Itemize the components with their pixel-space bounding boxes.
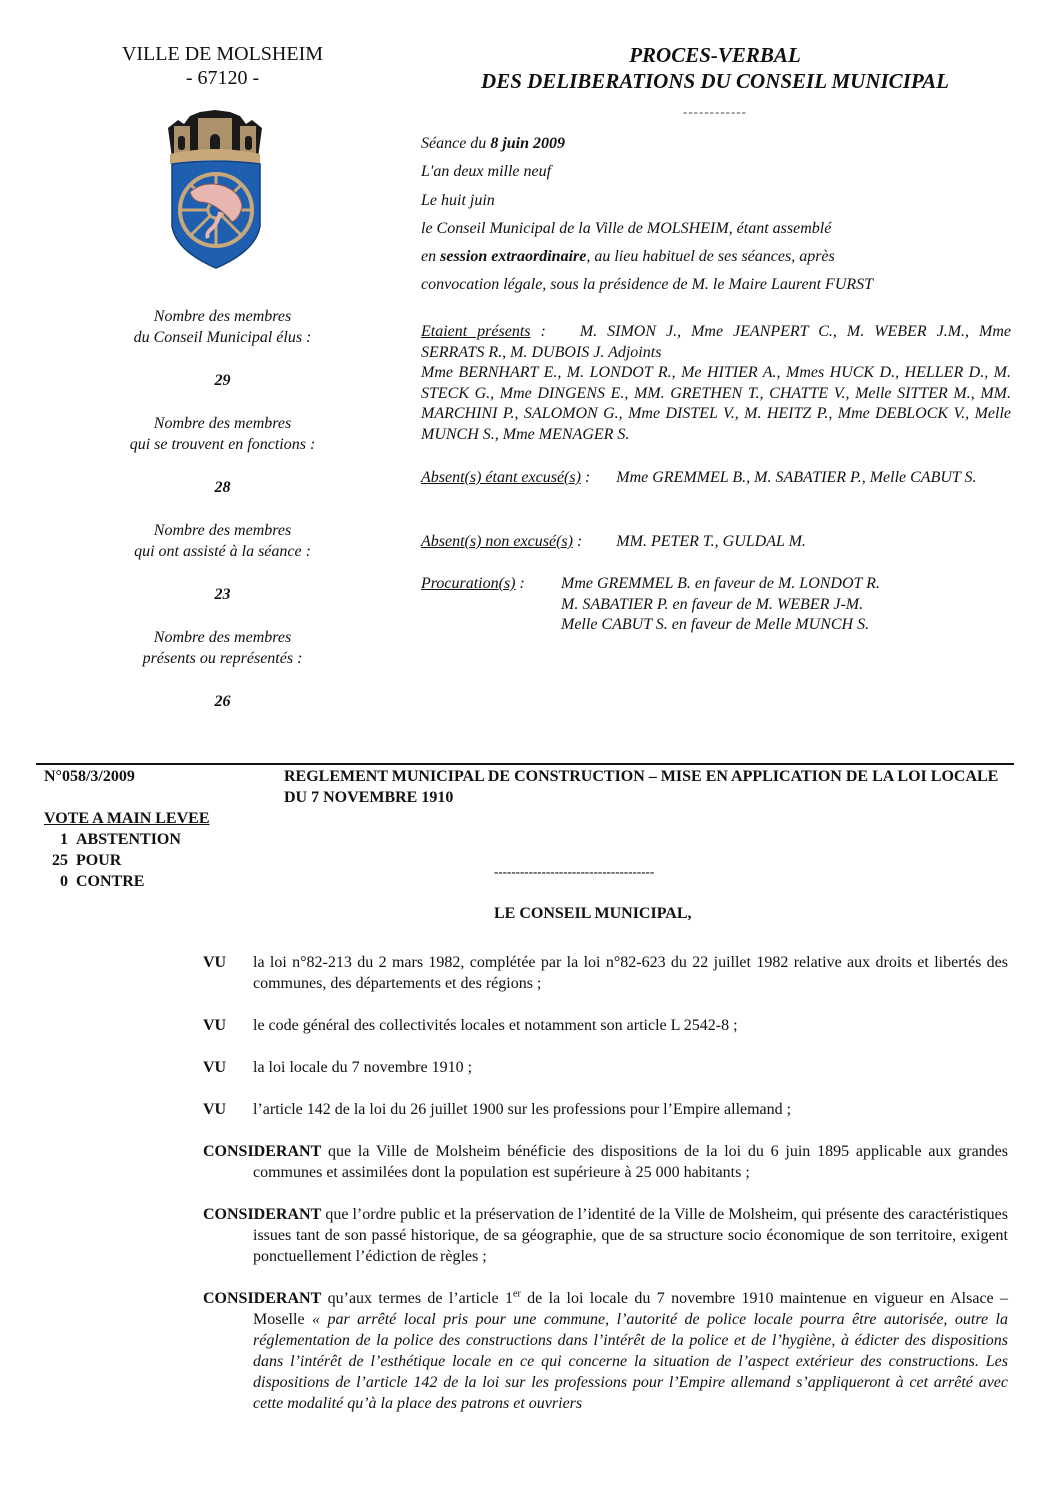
considerant-text: de la loi locale du 7 novembre 1910 maintenue en vigueur en Alsace – Moselle — [253, 1290, 1009, 1328]
vote-count: 25 — [52, 852, 68, 869]
considerant-text: que la Ville de Molsheim bénéficie des dispositions de la loi du 6 juin 1895 applicable aux grandes communes et assimilées dont la population est supérieure à 25 000 habitants ; — [253, 1143, 1008, 1181]
molsheim-coat-of-arms-icon — [160, 106, 270, 271]
city-postcode: - 67120 - — [185, 67, 260, 89]
vu-clause — [203, 1099, 1008, 1120]
present-members — [421, 322, 1011, 446]
ordinal-superscript: er — [513, 1288, 521, 1300]
council-heading: LE CONSEIL MUNICIPAL, — [494, 905, 692, 922]
unexcused-absent — [421, 532, 1011, 553]
stat-label: qui ont assisté à la séance : — [134, 543, 311, 560]
vote-row-contre — [44, 871, 210, 892]
vu-key: VU — [203, 1101, 227, 1118]
label-sep: : — [580, 469, 591, 486]
stat-value: 23 — [214, 586, 231, 603]
session-prefix: Séance du — [421, 135, 491, 152]
present-label: Etaient présents — [421, 323, 531, 340]
considerant-key: CONSIDERANT — [203, 1143, 322, 1160]
stat-label: Nombre des membres — [153, 308, 292, 325]
vu-clause — [203, 1057, 1008, 1078]
unexcused-label: Absent(s) non excusé(s) — [421, 533, 573, 550]
vote-label: CONTRE — [76, 873, 145, 890]
present-adjoints: M. SIMON J., Mme JEANPERT C., M. WEBER J.M., Mme SERRATS R., M. DUBOIS J. Adjoints — [421, 323, 1011, 361]
vu-clause — [203, 1015, 1008, 1036]
header-separator: ------------ — [683, 104, 747, 119]
city-name: VILLE DE MOLSHEIM — [121, 43, 324, 65]
stat-value: 29 — [214, 372, 231, 389]
considerant-key: CONSIDERANT — [203, 1290, 322, 1307]
vote-count: 0 — [60, 873, 68, 890]
vu-text: la loi locale du 7 novembre 1910 ; — [253, 1059, 473, 1076]
session-type: session extraordinaire — [440, 248, 587, 266]
city-header — [60, 42, 385, 90]
vu-key: VU — [203, 954, 227, 971]
proxy-label: Procuration(s) — [421, 575, 516, 592]
stat-elected — [60, 306, 385, 391]
considerant-clause — [203, 1141, 1008, 1183]
proxy-item: Melle CABUT S. en faveur de Melle MUNCH S. — [561, 616, 870, 634]
considerant-quote: « par arrêté local pris pour une commune, l’autorité de police locale pourra être autorisée, outre la réglementation de la police des constructions dans l’intérêt de la police et de l’hygiène, à édicter des dispositions dans l’intérêt de l’esthétique locale en ce qui concerne la situation de l’aspect extérieur des constructions. Les dispositions de l’article 142 de la loi sur les professions pour l’Empire allemand s’appliqueront à cet arrêté avec cette modalité qu’à la place des patrons et ouvriers — [253, 1311, 1008, 1412]
stat-label: qui se trouvent en fonctions : — [129, 436, 316, 453]
member-stats — [60, 306, 385, 734]
vu-key: VU — [203, 1017, 227, 1034]
stat-label: présents ou représentés : — [142, 650, 303, 667]
excused-absent — [421, 468, 1011, 489]
session-year: L'an deux mille neuf — [421, 163, 552, 181]
session-date: 8 juin 2009 — [490, 135, 565, 152]
session-type-prefix: en — [421, 248, 441, 266]
present-councillors: Mme BERNHART E., M. LONDOT R., Me HITIER A., Mmes HUCK D., HELLER D., M. STECK G., Mme DINGENS E., MM. GRETHEN T., CHATTE V., Melle SITTER M., MM. MARCHINI P., SALOMON G., Mme DISTEL V., M. HEITZ P., Mme DEBLOCK V., Melle MUNCH S., Mme MENAGER S. — [421, 364, 1011, 443]
vu-text: l’article 142 de la loi du 26 juillet 1900 sur les professions pour l’Empire allemand ; — [253, 1101, 792, 1118]
document-title — [420, 42, 1010, 94]
stat-value: 28 — [214, 479, 231, 496]
label-sep: : — [530, 323, 546, 340]
vote-title: VOTE A MAIN LEVEE — [44, 810, 210, 827]
session-assembly: le Conseil Municipal de la Ville de MOLSHEIM, étant assemblé — [421, 219, 832, 237]
session-day: Le huit juin — [421, 191, 495, 209]
vote-label: ABSTENTION — [76, 831, 181, 848]
stat-in-office — [60, 413, 385, 498]
considerant-text: qu’aux termes de l’article 1 — [321, 1290, 514, 1307]
vu-text: la loi n°82-213 du 2 mars 1982, complétée par la loi n°82-623 du 22 juillet 1982 relative aux droits et libertés des communes, des départements et des régions ; — [253, 954, 1008, 992]
section-divider — [36, 763, 1014, 765]
considerant-key: CONSIDERANT — [203, 1206, 322, 1223]
proxy-item: M. SABATIER P. en faveur de M. WEBER J-M. — [561, 595, 864, 613]
deliberation-title: REGLEMENT MUNICIPAL DE CONSTRUCTION – MISE EN APPLICATION DE LA LOI LOCALE DU 7 NOVEMBRE 1910 — [284, 768, 999, 806]
vote-row-pour — [44, 850, 210, 871]
title-line-2: DES DELIBERATIONS DU CONSEIL MUNICIPAL — [481, 69, 949, 93]
label-sep: : — [515, 575, 525, 592]
stat-label: Nombre des membres — [153, 415, 292, 432]
unexcused-names: MM. PETER T., GULDAL M. — [616, 533, 806, 550]
session-type-suffix: , au lieu habituel de ses séances, après — [586, 248, 835, 266]
excused-names: Mme GREMMEL B., M. SABATIER P., Melle CABUT S. — [616, 469, 977, 486]
session-type-line — [421, 243, 1011, 271]
stat-attended — [60, 520, 385, 605]
vote-row-abstention — [44, 829, 210, 850]
stat-label: Nombre des membres — [153, 629, 292, 646]
vu-clause — [203, 952, 1008, 994]
stat-label: du Conseil Municipal élus : — [133, 329, 312, 346]
considerant-clause — [203, 1288, 1008, 1414]
stat-present-or-represented — [60, 627, 385, 712]
vote-count: 1 — [60, 831, 68, 848]
vu-key: VU — [203, 1059, 227, 1076]
stat-value: 26 — [214, 693, 231, 710]
excused-label: Absent(s) étant excusé(s) — [421, 469, 581, 486]
considerant-clause — [203, 1204, 1008, 1267]
council-separator: ------------------------------------- — [494, 864, 655, 879]
session-info — [421, 130, 1011, 300]
stat-label: Nombre des membres — [153, 522, 292, 539]
considerant-text: que l’ordre public et la préservation de l’identité de la Ville de Molsheim, qui présente des caractéristiques issues tant de son passé historique, de sa géographie, que de sa structure socio économique de son territoire, exigent ponctuellement l’édiction de règles ; — [253, 1206, 1008, 1265]
proxies — [421, 574, 1011, 636]
vote-label: POUR — [76, 852, 122, 869]
vu-text: le code général des collectivités locales et notamment son article L 2542-8 ; — [253, 1017, 738, 1034]
title-line-1: PROCES-VERBAL — [629, 43, 801, 67]
session-date-line — [421, 130, 1011, 158]
proxy-item: Mme GREMMEL B. en faveur de M. LONDOT R. — [561, 575, 880, 592]
session-presidency: convocation légale, sous la présidence de M. le Maire Laurent FURST — [421, 276, 874, 294]
deliberation-number: N°058/3/2009 — [44, 768, 135, 785]
vote-results — [44, 808, 210, 892]
label-sep: : — [572, 533, 583, 550]
